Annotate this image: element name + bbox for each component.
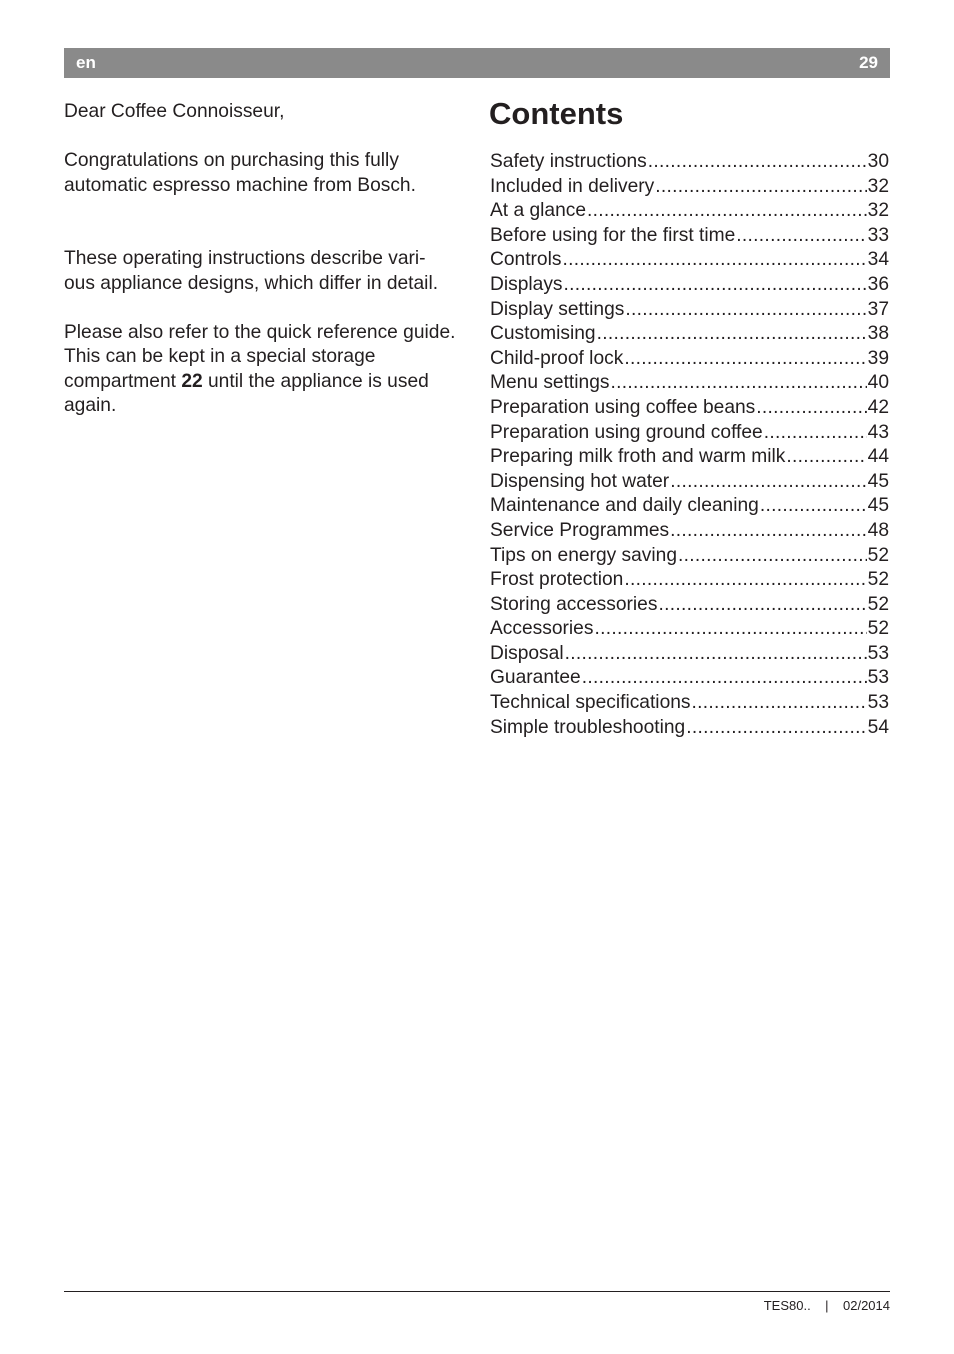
toc-entry (490, 494, 889, 519)
toc-entry (490, 593, 889, 618)
footer-separator: | (825, 1298, 829, 1313)
toc-entry (490, 224, 889, 249)
toc-entry-page: 36 (867, 273, 889, 295)
toc-entry-label: Storing accessories (490, 593, 658, 615)
footer-model: TES80.. (763, 1298, 811, 1313)
toc-dot-leader (760, 494, 867, 519)
toc-entry-label: Preparation using ground coffee (490, 421, 763, 443)
toc-entry-label: Displays (490, 273, 563, 295)
toc-entry-label: Guarantee (490, 667, 581, 689)
toc-entry-page: 53 (867, 692, 889, 714)
storage-compartment-number: 22 (181, 370, 203, 392)
toc-entry-label: Included in delivery (490, 175, 655, 197)
toc-entry-page: 33 (867, 224, 889, 246)
toc-entry-label: Preparation using coffee beans (490, 396, 756, 418)
toc-entry-label: Dispensing hot water (490, 470, 670, 492)
footer-date: 02/2014 (843, 1298, 890, 1313)
toc-dot-leader (670, 519, 867, 544)
toc-entry-label: Before using for the first time (490, 224, 736, 246)
toc-entry-page: 54 (867, 716, 889, 738)
toc-dot-leader (658, 593, 866, 618)
toc-dot-leader (655, 175, 866, 200)
toc-entry-page: 48 (867, 519, 889, 541)
salutation: Dear Coffee Connoisseur, (64, 101, 285, 122)
language-code: en (76, 53, 96, 72)
toc-dot-leader (594, 617, 866, 642)
reference-paragraph (64, 321, 474, 419)
toc-entry-label: Maintenance and daily cleaning (490, 495, 759, 517)
toc-entry (490, 396, 889, 421)
toc-entry-page: 52 (867, 544, 889, 566)
reference-text-after: until the appliance is used again. (64, 370, 429, 416)
toc-entry-page: 52 (867, 618, 889, 640)
toc-dot-leader (678, 544, 867, 569)
toc-entry-label: Service Programmes (490, 519, 670, 541)
toc-entry (490, 544, 889, 569)
toc-entry-page: 42 (867, 396, 889, 418)
toc-dot-leader (610, 371, 866, 396)
toc-entry-page: 52 (867, 569, 889, 591)
toc-entry-label: At a glance (490, 200, 587, 222)
toc-dot-leader (564, 273, 867, 298)
designs-line-1: These operating instructions describe vari- (64, 248, 426, 269)
congratulations-paragraph: Congratulations on purchasing this fully automatic espresso machine from Bosch. (64, 150, 416, 196)
toc-entry (490, 371, 889, 396)
page-header-bar (64, 48, 890, 78)
toc-entry-label: Tips on energy saving (490, 544, 678, 566)
toc-entry (490, 691, 889, 716)
toc-entry-label: Safety instructions (490, 151, 647, 172)
toc-entry (490, 175, 889, 200)
toc-entry-label: Customising (490, 323, 596, 345)
toc-entry (490, 617, 889, 642)
designs-line-2: ous appliance designs, which differ in detail. (64, 272, 439, 294)
reference-text-before: Please also refer to the quick reference guide. This can be kept in a special storage compartment (64, 321, 456, 392)
toc-dot-leader (624, 568, 866, 593)
designs-paragraph (64, 247, 474, 296)
toc-entry-page: 32 (867, 200, 889, 222)
toc-entry-page: 34 (867, 249, 889, 271)
toc-entry-page: 52 (867, 593, 889, 615)
toc-entry (490, 322, 889, 347)
toc-entry-label: Frost protection (490, 569, 624, 591)
toc-entry-label: Simple troubleshooting (490, 716, 686, 738)
toc-entry (490, 642, 889, 667)
toc-dot-leader (565, 642, 867, 667)
toc-dot-leader (670, 470, 866, 495)
toc-entry-page: 53 (867, 667, 889, 689)
toc-dot-leader (764, 421, 867, 446)
toc-entry (490, 470, 889, 495)
toc-entry-page: 45 (867, 470, 889, 492)
toc-entry (490, 347, 889, 372)
toc-entry-label: Menu settings (490, 372, 610, 394)
page-number: 29 (859, 53, 878, 72)
toc-entry (490, 199, 889, 224)
toc-dot-leader (597, 322, 867, 347)
toc-entry-page: 44 (867, 446, 889, 468)
toc-dot-leader (736, 224, 866, 249)
toc-entry-label: Display settings (490, 298, 625, 320)
toc-entry-page: 43 (867, 421, 889, 443)
toc-entry (490, 150, 889, 175)
toc-entry-label: Child-proof lock (490, 347, 624, 369)
toc-dot-leader (587, 199, 867, 224)
toc-entry (490, 666, 889, 691)
toc-entry-page: 39 (867, 347, 889, 369)
contents-heading: Contents (489, 96, 624, 131)
toc-entry-label: Disposal (490, 642, 564, 664)
toc-dot-leader (625, 298, 866, 323)
toc-dot-leader (624, 347, 866, 372)
toc-entry-page: 53 (867, 642, 889, 664)
toc-entry-label: Technical specifications (490, 692, 691, 714)
toc-entry (490, 273, 889, 298)
toc-entry-page: 45 (867, 495, 889, 517)
toc-entry-page: 37 (867, 298, 889, 320)
toc-dot-leader (562, 248, 866, 273)
toc-entry-page: 38 (867, 323, 889, 345)
toc-entry (490, 298, 889, 323)
toc-entry-label: Preparing milk froth and warm milk (490, 446, 786, 468)
toc-entry-page: 32 (867, 175, 889, 197)
footer-divider (64, 1291, 890, 1292)
toc-dot-leader (692, 691, 867, 716)
toc-entry-label: Controls (490, 249, 562, 271)
toc-dot-leader (786, 445, 866, 470)
toc-entry (490, 568, 889, 593)
footer (764, 1298, 890, 1314)
table-of-contents (490, 150, 889, 740)
toc-dot-leader (756, 396, 866, 421)
intro-column (64, 100, 474, 419)
toc-entry-page: 30 (867, 151, 889, 172)
toc-dot-leader (648, 150, 867, 175)
toc-entry (490, 248, 889, 273)
toc-entry (490, 519, 889, 544)
toc-dot-leader (582, 666, 867, 691)
toc-entry-page: 40 (867, 372, 889, 394)
toc-dot-leader (686, 716, 866, 741)
toc-entry-label: Accessories (490, 618, 594, 640)
toc-entry (490, 445, 889, 470)
toc-entry (490, 421, 889, 446)
toc-entry (490, 716, 889, 741)
